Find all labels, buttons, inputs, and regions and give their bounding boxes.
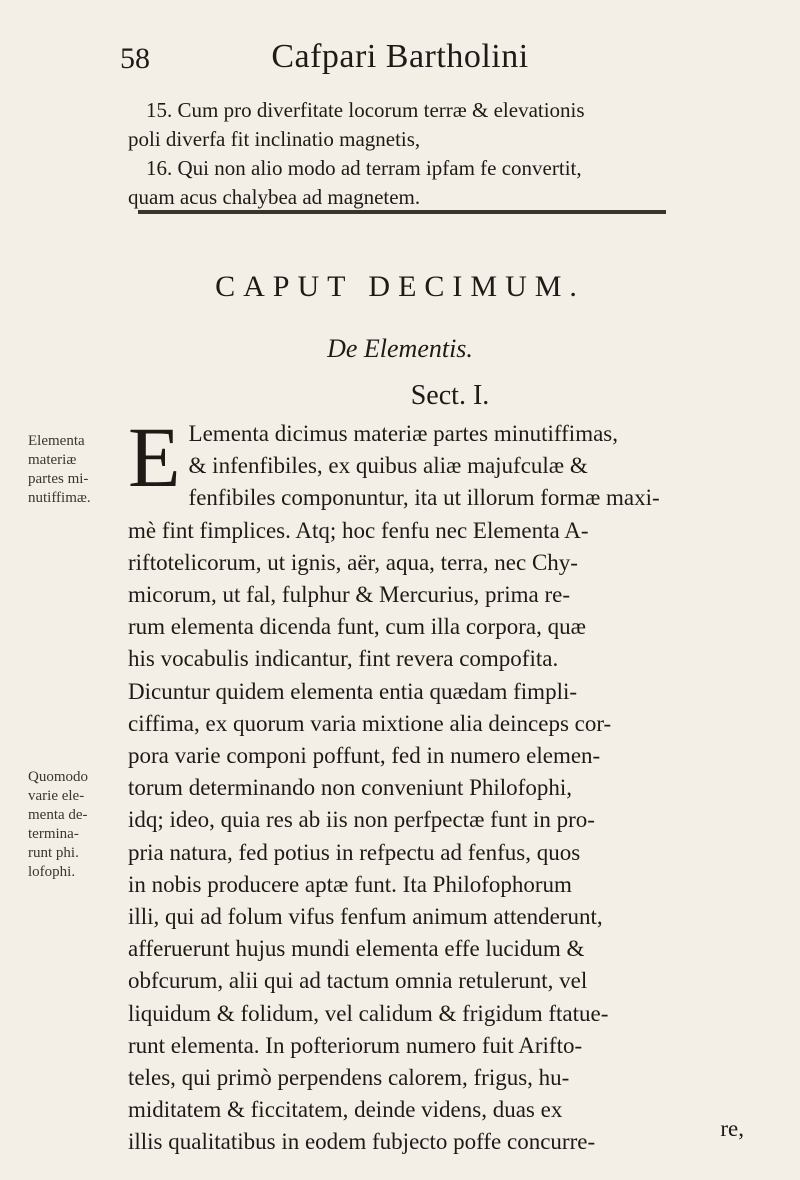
- margin-note-elementa: [28, 432, 118, 508]
- item-line: poli diverfa fit inclinatio magnetis,: [128, 127, 421, 151]
- body-line: idq; ideo, quia res ab iis non perfpectæ funt in pro-: [128, 807, 595, 833]
- item-line: 15. Cum pro diverfitate locorum terræ & elevationis: [146, 98, 585, 122]
- body-line: ciffima, ex quorum varia mixtione alia deinceps cor-: [128, 710, 612, 736]
- chapter-title: De Elementis.: [327, 334, 473, 363]
- preceding-items: [128, 96, 688, 212]
- page-number: 58: [120, 42, 150, 75]
- body-line: liquidum & folidum, vel calidum & frigidum ftatue-: [128, 1000, 609, 1026]
- body-line: runt elementa. In pofteriorum numero fuit Arifto-: [128, 1032, 583, 1058]
- catchword: re,: [720, 1116, 744, 1141]
- margin-note-line: materiæ: [28, 452, 77, 468]
- body-line: mè fint fimplices. Atq; hoc fenfu nec Elementa A-: [128, 517, 589, 543]
- body-line: pria natura, fed potius in refpectu ad fenfus, quos: [128, 839, 581, 865]
- margin-note-line: termina-: [28, 826, 79, 842]
- chapter-heading: CAPUT DECIMUM.: [215, 270, 585, 303]
- body-line: miditatem & ficcitatem, deinde videns, duas ex: [128, 1097, 563, 1123]
- margin-note-line: Quomodo: [28, 769, 88, 785]
- body-line: torum determinando non conveniunt Philofophi,: [128, 775, 572, 801]
- page-header: [40, 34, 760, 84]
- body-text: [128, 409, 748, 1159]
- body-line: fenfibiles componuntur, ita ut illorum formæ maxi-: [188, 485, 660, 511]
- body-line: illis qualitatibus in eodem fubjecto poffe concurre-: [128, 1129, 596, 1155]
- body-line: & infenfibiles, ex quibus aliæ majufculæ &: [188, 453, 588, 479]
- body-line: rum elementa dicenda funt, cum illa corpora, quæ: [128, 614, 586, 640]
- margin-note-quomodo: [28, 768, 118, 882]
- margin-note-line: partes mi-: [28, 471, 89, 487]
- body-line: obfcurum, alii qui ad tactum omnia retulerunt, vel: [128, 968, 588, 994]
- margin-note-line: runt phi.: [28, 845, 79, 861]
- horizontal-rule: [138, 210, 666, 214]
- body-line: in nobis producere aptæ funt. Ita Philofophorum: [128, 871, 572, 897]
- section-label: Sect. I.: [410, 380, 490, 411]
- margin-note-line: Elementa: [28, 433, 85, 449]
- drop-cap: E: [128, 409, 181, 505]
- body-line: illi, qui ad folum vifus fenfum animum attenderunt,: [128, 904, 603, 930]
- body-line: his vocabulis indicantur, fint revera compofita.: [128, 646, 559, 672]
- item-line: quam acus chalybea ad magnetem.: [128, 185, 421, 209]
- body-line: pora varie componi poffunt, fed in numero elemen-: [128, 743, 601, 769]
- body-line: micorum, ut fal, fulphur & Mercurius, prima re-: [128, 582, 570, 608]
- body-line: teles, qui primò perpendens calorem, frigus, hu-: [128, 1065, 570, 1091]
- body-line: Dicuntur quidem elementa entia quædam fimpli-: [128, 678, 578, 704]
- margin-note-line: lofophi.: [28, 864, 76, 880]
- margin-note-line: menta de-: [28, 807, 88, 823]
- item-line: 16. Qui non alio modo ad terram ipfam fe convertit,: [146, 156, 582, 180]
- margin-note-line: varie ele-: [28, 788, 85, 804]
- body-line: riftotelicorum, ut ignis, aër, aqua, terra, nec Chy-: [128, 549, 578, 575]
- margin-note-line: nutiffimæ.: [28, 490, 91, 506]
- body-line: Lementa dicimus materiæ partes minutiffimas,: [188, 421, 618, 446]
- body-line: afferuerunt hujus mundi elementa effe lucidum &: [128, 936, 585, 962]
- running-head: Cafpari Bartholini: [271, 38, 529, 75]
